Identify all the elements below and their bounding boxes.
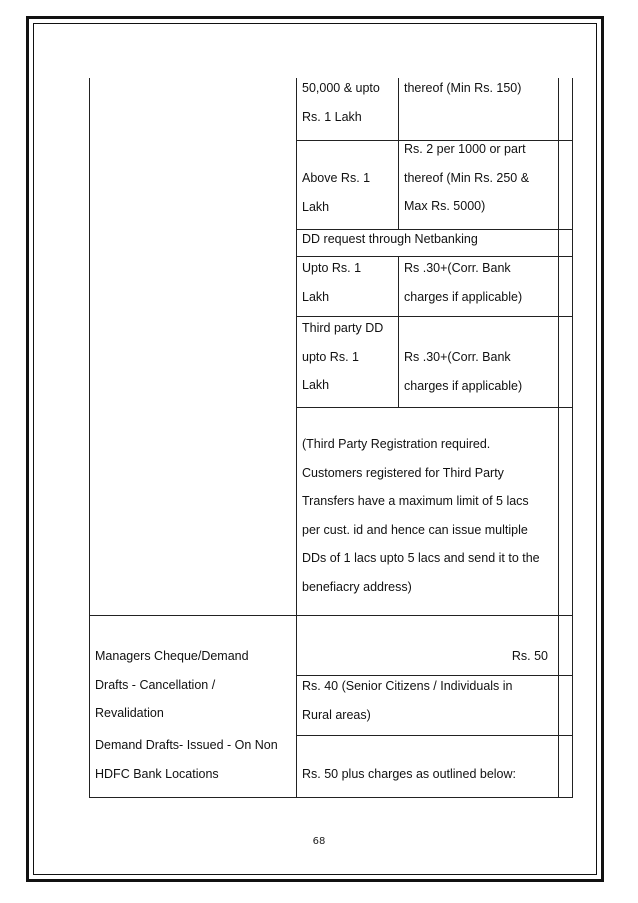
charge-cancellation-revalidation: Rs. 50 [511,649,548,663]
table-column-divider-inner [398,78,399,230]
amount-range-third-party: Third party DD upto Rs. 1 Lakh [302,321,384,392]
amount-range-above-1-lakh: Above Rs. 1 Lakh [302,171,371,214]
table-column-divider [296,78,297,798]
table-bottom-border [89,797,573,798]
charge-dd-non-hdfc-locations: Rs. 50 plus charges as outlined below: [302,767,517,781]
charge-50000-to-1-lakh: thereof (Min Rs. 150) [404,81,522,95]
service-dd-non-hdfc-locations: Demand Drafts- Issued - On Non HDFC Bank Locations [95,738,278,781]
charge-above-1-lakh: Rs. 2 per 1000 or part thereof (Min Rs. 250 & Max Rs. 5000) [404,142,530,213]
netbanking-section-heading: DD request through Netbanking [302,232,478,246]
table-row-divider [89,615,573,616]
charge-cancellation-senior-citizens: Rs. 40 (Senior Citizens / Individuals in Rural areas) [302,679,513,722]
table-right-border [572,78,573,798]
charge-upto-1-lakh: Rs .30+(Corr. Bank charges if applicable) [404,261,523,304]
table-right-column-border [558,78,559,798]
amount-range-upto-1-lakh: Upto Rs. 1 Lakh [302,261,362,304]
table-column-divider-inner [398,257,399,407]
charges-table [89,78,573,798]
service-cancellation-revalidation: Managers Cheque/Demand Drafts - Cancellation / Revalidation [95,649,249,720]
amount-range-50000-to-1-lakh: 50,000 & upto Rs. 1 Lakh [302,81,380,124]
table-left-border [89,78,90,798]
third-party-registration-note: (Third Party Registration required. Customers registered for Third Party Transfers have a maximum limit of 5 lacs per cust. id and hence can issue multiple DDs of 1 lacs upto 5 lacs and send it to the benefiacry address) [302,437,540,594]
table-row-divider [296,407,573,408]
charge-third-party: Rs .30+(Corr. Bank charges if applicable) [404,350,523,393]
table-row-divider [296,735,573,736]
page-number: 68 [312,836,326,847]
